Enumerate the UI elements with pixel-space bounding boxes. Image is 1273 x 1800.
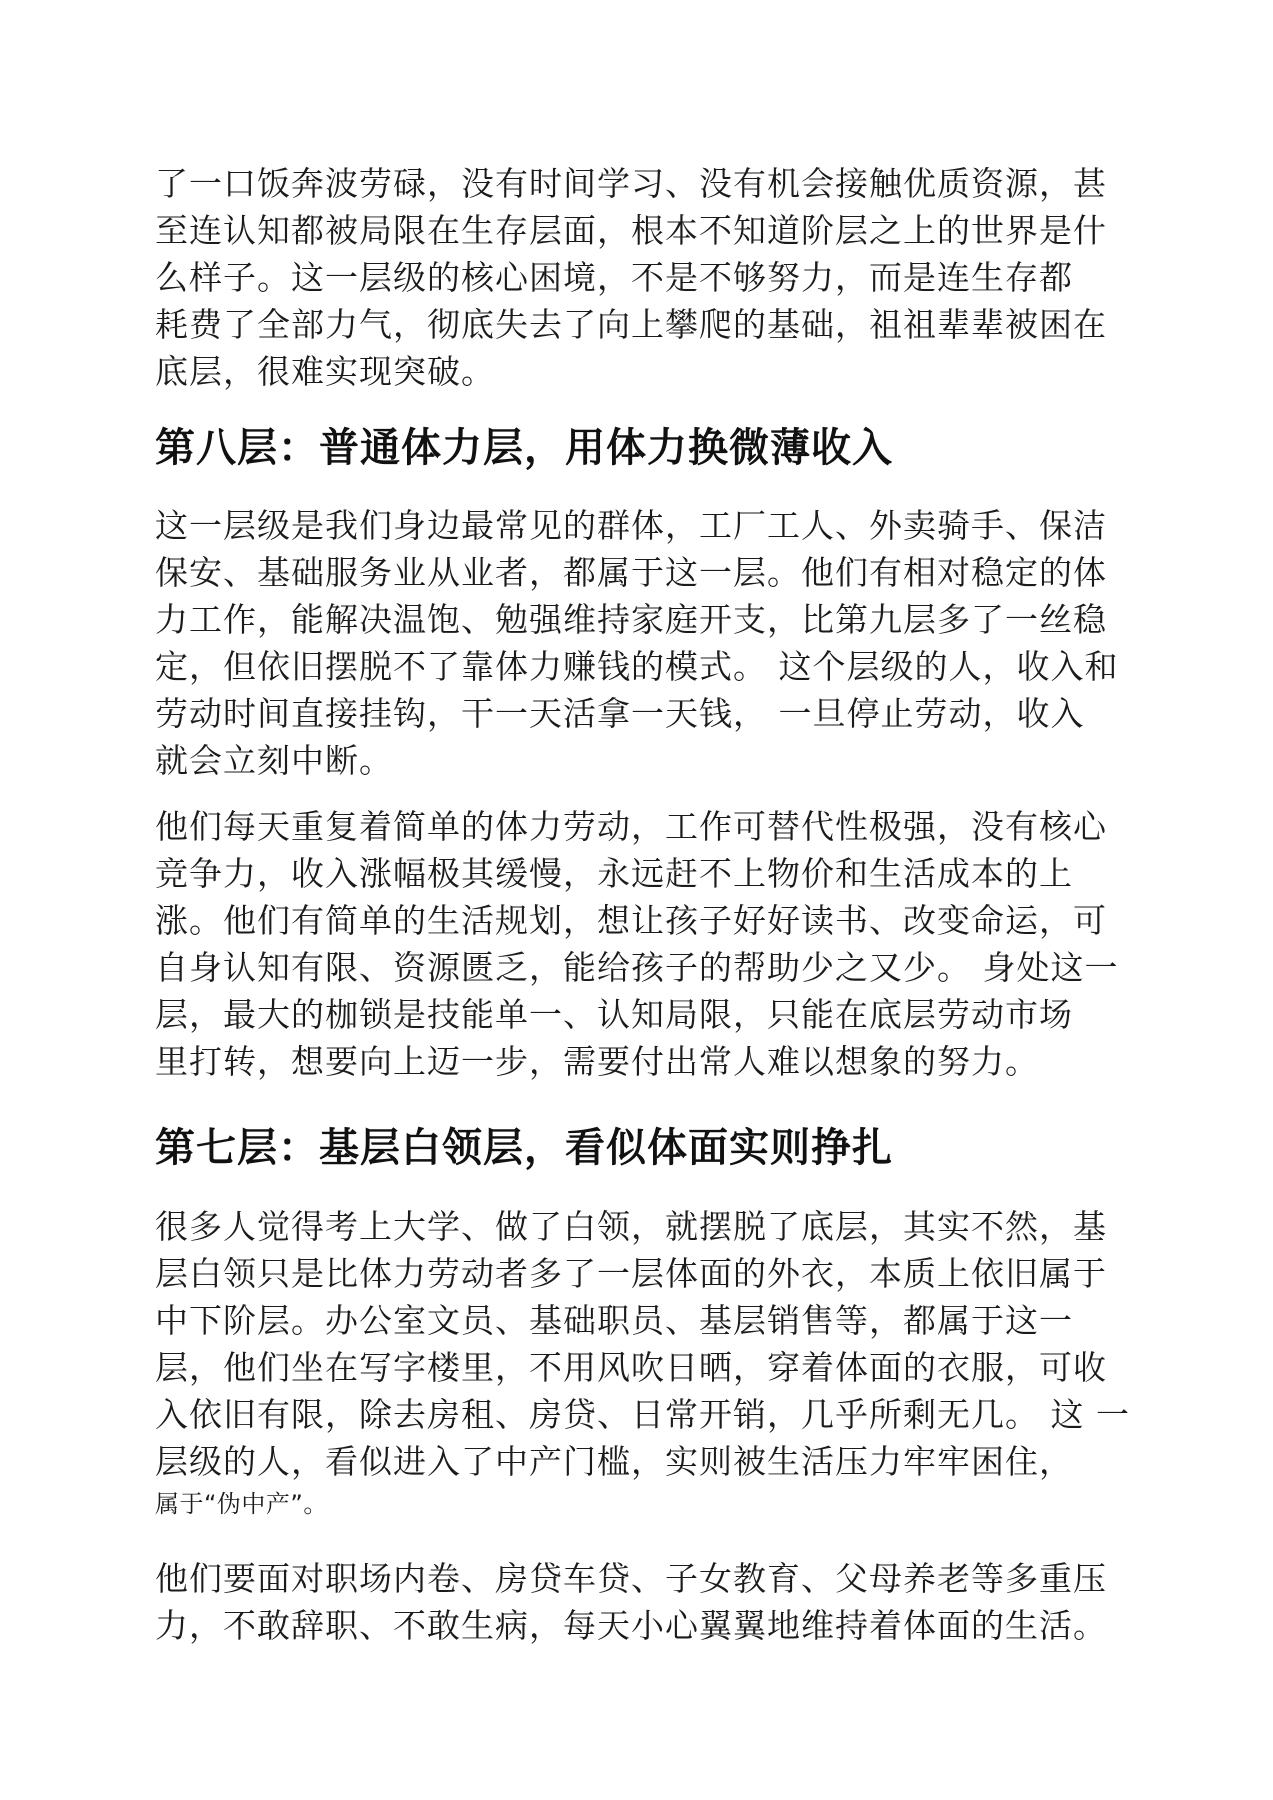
text-line: 劳动时间直接挂钩，干一天活拿一天钱， 一旦停止劳动，收入 xyxy=(155,694,1085,733)
text-line: 至连认知都被局限在生存层面，根本不知道阶层之上的世界是什 xyxy=(155,211,1107,250)
heading-text: 第八层：普通体力层，用体力换微薄收入 xyxy=(155,425,893,471)
text-line: 力工作，能解决温饱、勉强维持家庭开支，比第九层多了一丝稳 xyxy=(155,600,1107,639)
text-line: 底层，很难实现突破。 xyxy=(155,352,495,391)
heading-level-eight xyxy=(155,420,1130,476)
text-line: 他们要面对职场内卷、房贷车贷、子女教育、父母养老等多重压 xyxy=(155,1559,1107,1598)
text-line: 了一口饭奔波劳碌，没有时间学习、没有机会接触优质资源，甚 xyxy=(155,164,1107,203)
text-line: 竞争力，收入涨幅极其缓慢，永远赶不上物价和生活成本的上 xyxy=(155,854,1073,893)
heading-level-seven xyxy=(155,1120,1130,1176)
text-line: 里打转，想要向上迈一步，需要付出常人难以想象的努力。 xyxy=(155,1042,1039,1081)
text-line: 定，但依旧摆脱不了靠体力赚钱的模式。 这个层级的人，收入和 xyxy=(155,647,1119,686)
text-line: 很多人觉得考上大学、做了白领，就摆脱了底层，其实不然，基 xyxy=(155,1207,1107,1246)
paragraph-ninth-level-end xyxy=(155,160,1130,395)
text-line: 涨。他们有简单的生活规划，想让孩子好好读书、改变命运，可 xyxy=(155,901,1107,940)
text-line: 耗费了全部力气，彻底失去了向上攀爬的基础，祖祖辈辈被困在 xyxy=(155,305,1107,344)
text-line: 自身认知有限、资源匮乏，能给孩子的帮助少之又少。 身处这一 xyxy=(155,948,1119,987)
text-line: 层，最大的枷锁是技能单一、认知局限，只能在底层劳动市场 xyxy=(155,995,1073,1034)
text-line: 力，不敢辞职、不敢生病，每天小心翼翼地维持着体面的生活。 xyxy=(155,1606,1107,1645)
text-line: 层级的人，看似进入了中产门槛，实则被生活压力牢牢困住， xyxy=(155,1442,1073,1481)
paragraph-level-eight-b xyxy=(155,803,1130,1085)
heading-text: 第七层：基层白领层，看似体面实则挣扎 xyxy=(155,1125,893,1171)
text-line: 保安、基础服务业从业者，都属于这一层。他们有相对稳定的体 xyxy=(155,553,1107,592)
text-line: 就会立刻中断。 xyxy=(155,741,393,780)
text-line: 这一层级是我们身边最常见的群体，工厂工人、外卖骑手、保洁 xyxy=(155,506,1107,545)
text-line: 层白领只是比体力劳动者多了一层体面的外衣，本质上依旧属于 xyxy=(155,1254,1107,1293)
text-line: 他们每天重复着简单的体力劳动，工作可替代性极强，没有核心 xyxy=(155,807,1107,846)
text-line: 入依旧有限，除去房租、房贷、日常开销，几乎所剩无几。 这 一 xyxy=(155,1395,1130,1434)
text-line: 么样子。这一层级的核心困境，不是不够努力，而是连生存都 xyxy=(155,258,1073,297)
note-text: 属于“伪中产”。 xyxy=(155,1490,328,1518)
paragraph-level-eight-a xyxy=(155,502,1130,784)
paragraph-level-seven-a xyxy=(155,1203,1130,1485)
paragraph-level-seven-b xyxy=(155,1555,1130,1649)
pseudo-middle-class-note xyxy=(155,1487,1130,1521)
text-line: 中下阶层。办公室文员、基础职员、基层销售等，都属于这一 xyxy=(155,1301,1073,1340)
text-line: 层，他们坐在写字楼里，不用风吹日晒，穿着体面的衣服，可收 xyxy=(155,1348,1107,1387)
